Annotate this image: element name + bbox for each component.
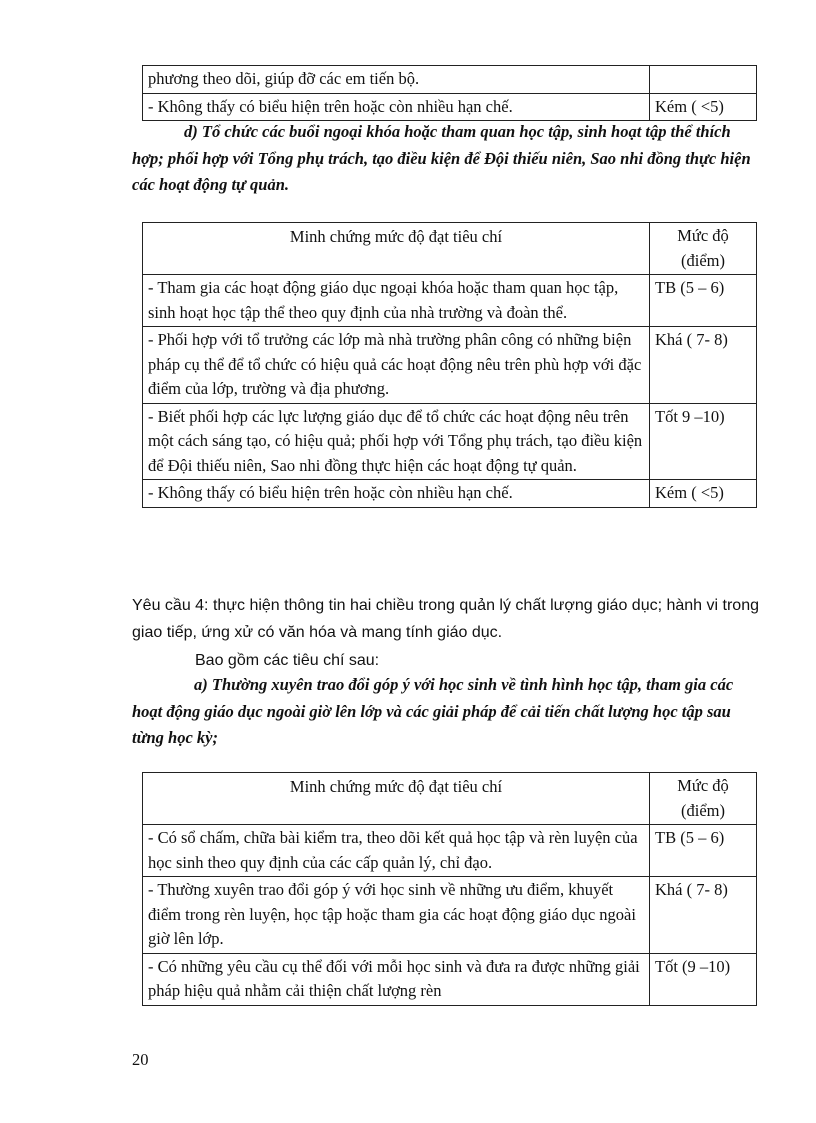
table-row xyxy=(143,275,757,327)
criterion-cell: - Tham gia các hoạt động giáo dục ngoại khóa hoặc tham quan học tập, sinh hoạt học tập thể theo quy định của nhà trường và đoàn thể. xyxy=(143,275,650,327)
section-a-heading: a) Thường xuyên trao đổi góp ý với học sinh về tình hình học tập, tham gia các hoạt động giáo dục ngoài giờ lên lớp và các giải pháp để cải tiến chất lượng học tập sau từng học kỳ; xyxy=(132,675,734,747)
section-d-heading: d) Tổ chức các buổi ngoại khóa hoặc tham quan học tập, sinh hoạt tập thể thích hợp; phối hợp với Tổng phụ trách, tạo điều kiện để Đội thiếu niên, Sao nhi đồng thực hiện các hoạt động tự quản. xyxy=(132,122,751,194)
criterion-cell: - Có những yêu cầu cụ thể đối với mỗi học sinh và đưa ra được những giải pháp hiệu quả nhằm cải thiện chất lượng rèn xyxy=(143,953,650,1005)
header-level: Mức độ (điểm) xyxy=(650,223,757,275)
table-row xyxy=(143,403,757,480)
criterion-cell: - Có sổ chấm, chữa bài kiểm tra, theo dõi kết quả học tập và rèn luyện của học sinh theo quy định của các cấp quản lý, chỉ đạo. xyxy=(143,825,650,877)
page-number: 20 xyxy=(132,1050,149,1069)
criterion-cell: - Thường xuyên trao đổi góp ý với học sinh về những ưu điểm, khuyết điểm trong rèn luyện, học tập hoặc tham gia các hoạt động giáo dục ngoài giờ lên lớp. xyxy=(143,877,650,954)
level-cell: Kém ( <5) xyxy=(650,480,757,508)
level-cell: Khá ( 7- 8) xyxy=(650,327,757,404)
includes-text: Bao gồm các tiêu chí sau: xyxy=(195,652,380,669)
level-cell: TB (5 – 6) xyxy=(650,825,757,877)
requirement-4-text: Yêu cầu 4: thực hiện thông tin hai chiều trong quản lý chất lượng giáo dục; hành vi trong giao tiếp, ứng xử có văn hóa và mang tính giáo dục. xyxy=(132,597,759,641)
table-row xyxy=(143,825,757,877)
header-criterion: Minh chứng mức độ đạt tiêu chí xyxy=(143,223,650,275)
table-section-a xyxy=(142,772,757,1006)
level-cell: Tốt (9 –10) xyxy=(650,953,757,1005)
level-cell: Tốt 9 –10) xyxy=(650,403,757,480)
table-row xyxy=(143,327,757,404)
table-row xyxy=(143,93,757,121)
level-cell: Khá ( 7- 8) xyxy=(650,877,757,954)
table-header-row xyxy=(143,773,757,825)
level-cell xyxy=(650,66,757,94)
criterion-cell: - Không thấy có biểu hiện trên hoặc còn nhiều hạn chế. xyxy=(143,480,650,508)
criterion-cell: - Không thấy có biểu hiện trên hoặc còn nhiều hạn chế. xyxy=(143,93,650,121)
table-row xyxy=(143,953,757,1005)
criterion-cell: phương theo dõi, giúp đỡ các em tiến bộ. xyxy=(143,66,650,94)
criterion-cell: - Phối hợp với tổ trưởng các lớp mà nhà trường phân công có những biện pháp cụ thể để tổ chức có hiệu quả các hoạt động nêu trên phù hợp với đặc điểm của lớp, trường và địa phương. xyxy=(143,327,650,404)
table-row xyxy=(143,480,757,508)
table-continued xyxy=(142,65,757,121)
table-header-row xyxy=(143,223,757,275)
header-level: Mức độ (điểm) xyxy=(650,773,757,825)
table-section-d xyxy=(142,222,757,508)
table-row xyxy=(143,66,757,94)
level-cell: Kém ( <5) xyxy=(650,93,757,121)
header-criterion: Minh chứng mức độ đạt tiêu chí xyxy=(143,773,650,825)
criterion-cell: - Biết phối hợp các lực lượng giáo dục để tổ chức các hoạt động nêu trên một cách sáng tạo, có hiệu quả; phối hợp với Tổng phụ trách, tạo điều kiện để Đội thiếu niên, Sao nhi đồng thực hiện các hoạt động tự quản. xyxy=(143,403,650,480)
level-cell: TB (5 – 6) xyxy=(650,275,757,327)
table-row xyxy=(143,877,757,954)
